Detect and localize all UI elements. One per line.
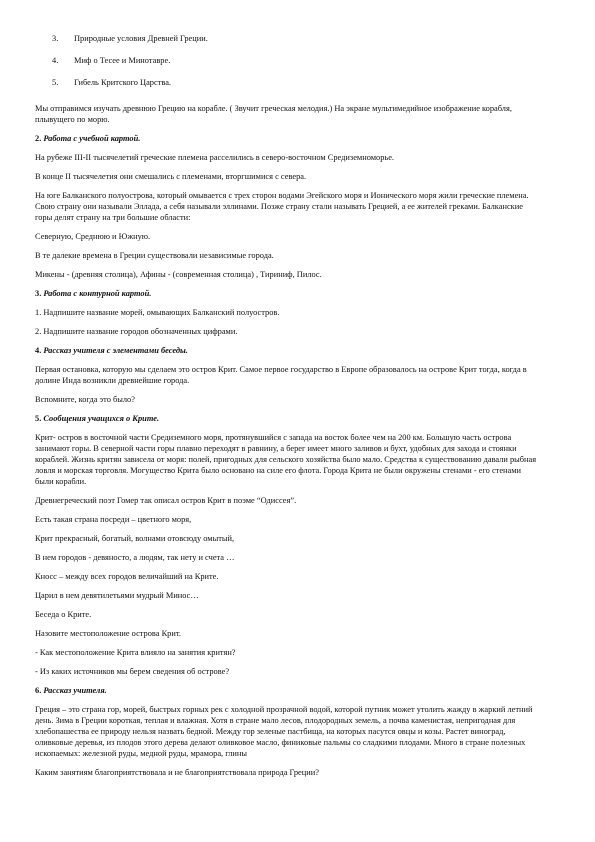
poem-line: Царил в нем девятилетьями мудрый Минос… xyxy=(35,591,199,600)
section-heading-teacher-story: 4. Рассказ учителя с элементами беседы. xyxy=(35,346,188,355)
paragraph: В конце II тысячелетия они смешались с племенами, вторгшимися с севера. xyxy=(35,172,307,181)
lesson-plan-list xyxy=(52,33,522,99)
document-body xyxy=(35,103,540,786)
paragraph: Первая остановка, которую мы сделаем это остров Крит. Самое первое государство в Европе образовалось на острове Крит тогда, когда в долине Инда возникли древнейшие города. xyxy=(35,365,527,385)
question: Каким занятиям благоприятствовала и не благоприятствовала природа Греции? xyxy=(35,768,319,777)
paragraph: Крит- остров в восточной части Средиземного моря, протянувшийся с запада на восток более чем на 200 км. Большую часть острова занимают горы. В северной части горы плавно переходят в равнину, а берег имеет много заливов и бухт, удобных для захода и стоянки кораблей. Жизнь критян зависела от моря: полей, пригодных для сельского хозяйства было мало. Средства к существованию давали рыбная ловля и морская торговля. Могущество Крита было основано на силе его флота. Города Крита не были окружены стенами - его стенами были корабли. xyxy=(35,433,537,486)
section-heading-student-reports: 5. Сообщения учащихся о Крите. xyxy=(35,414,160,423)
paragraph: Беседа о Крите. xyxy=(35,610,92,619)
list-item: 5. Гибель Критского Царства. xyxy=(52,78,172,87)
paragraph: Назовите местоположение острова Крит. xyxy=(35,629,181,638)
section-heading-contour-map: 3. Работа с контурной картой. xyxy=(35,289,152,298)
section-heading-teacher-story-2: 6. Рассказ учителя. xyxy=(35,686,107,695)
poem-line: Есть такая страна посреди – цветного моря, xyxy=(35,515,192,524)
paragraph: Древнегреческий поэт Гомер так описал остров Крит в поэме “Одиссея”. xyxy=(35,496,297,505)
paragraph: В те далекие времена в Греции существовали независимые города. xyxy=(35,251,274,260)
paragraph: 2. Надпишите название городов обозначенных цифрами. xyxy=(35,327,238,336)
section-heading-map-work: 2. Работа с учебной картой. xyxy=(35,134,141,143)
list-item: 3. Природные условия Древней Греции. xyxy=(52,34,208,43)
poem-line: Кносс – между всех городов величайший на Крите. xyxy=(35,572,219,581)
poem-line: В нем городов - девяносто, а людям, так нету и счета … xyxy=(35,553,235,562)
question: - Как местоположение Крита влияло на занятия критян? xyxy=(35,648,236,657)
poem-line: Крит прекрасный, богатый, волнами отовсюду омытый, xyxy=(35,534,235,543)
paragraph: Вспомните, когда это было? xyxy=(35,395,135,404)
paragraph: На юге Балканского полуострова, который омывается с трех сторон водами Эгейского моря и Ионического моря жили греческие племена. Свою страну они называли Эллада, а себя называли эллинами. Позже страну стали называть Грецией, а ее жителей греками. Балканские горы делят страну на три большие области: xyxy=(35,191,529,222)
paragraph: Греция – это страна гор, морей, быстрых горных рек с холодной прозрачной водой, которой путник может утолить жажду в жаркий летний день. Зима в Греции короткая, теплая и влажная. Хотя в стране мало лесов, плодородных земель, а почва каменистая, непригодная для хлебопашества ее природу нельзя назвать бедной. Между гор зеленые пастбища, на которых пасутся овцы и козы. Растет виноград, оливковые деревья, из плодов этого дерева делают оливковое масло, финиковые пальмы со сладкими плодами. Много в стране полезных ископаемых: железной руды, медной руды, мрамора, глины xyxy=(35,705,533,758)
paragraph: Северную, Среднюю и Южную. xyxy=(35,232,151,241)
list-item: 4. Миф о Тесее и Минотавре. xyxy=(52,56,171,65)
paragraph: Мы отправимся изучать древнюю Грецию на корабле. ( Звучит греческая мелодия.) На экране мультимедийное изображение корабля, плывущего по морю. xyxy=(35,104,512,124)
paragraph: 1. Надпишите название морей, омывающих Балканский полуостров. xyxy=(35,308,280,317)
paragraph: На рубеже III-II тысячелетий греческие племена расселились в северо-восточном Средиземноморье. xyxy=(35,153,395,162)
question: - Из каких источников мы берем сведения об острове? xyxy=(35,667,230,676)
paragraph: Микены - (древняя столица), Афины - (современная столица) , Тириниф, Пилос. xyxy=(35,270,322,279)
